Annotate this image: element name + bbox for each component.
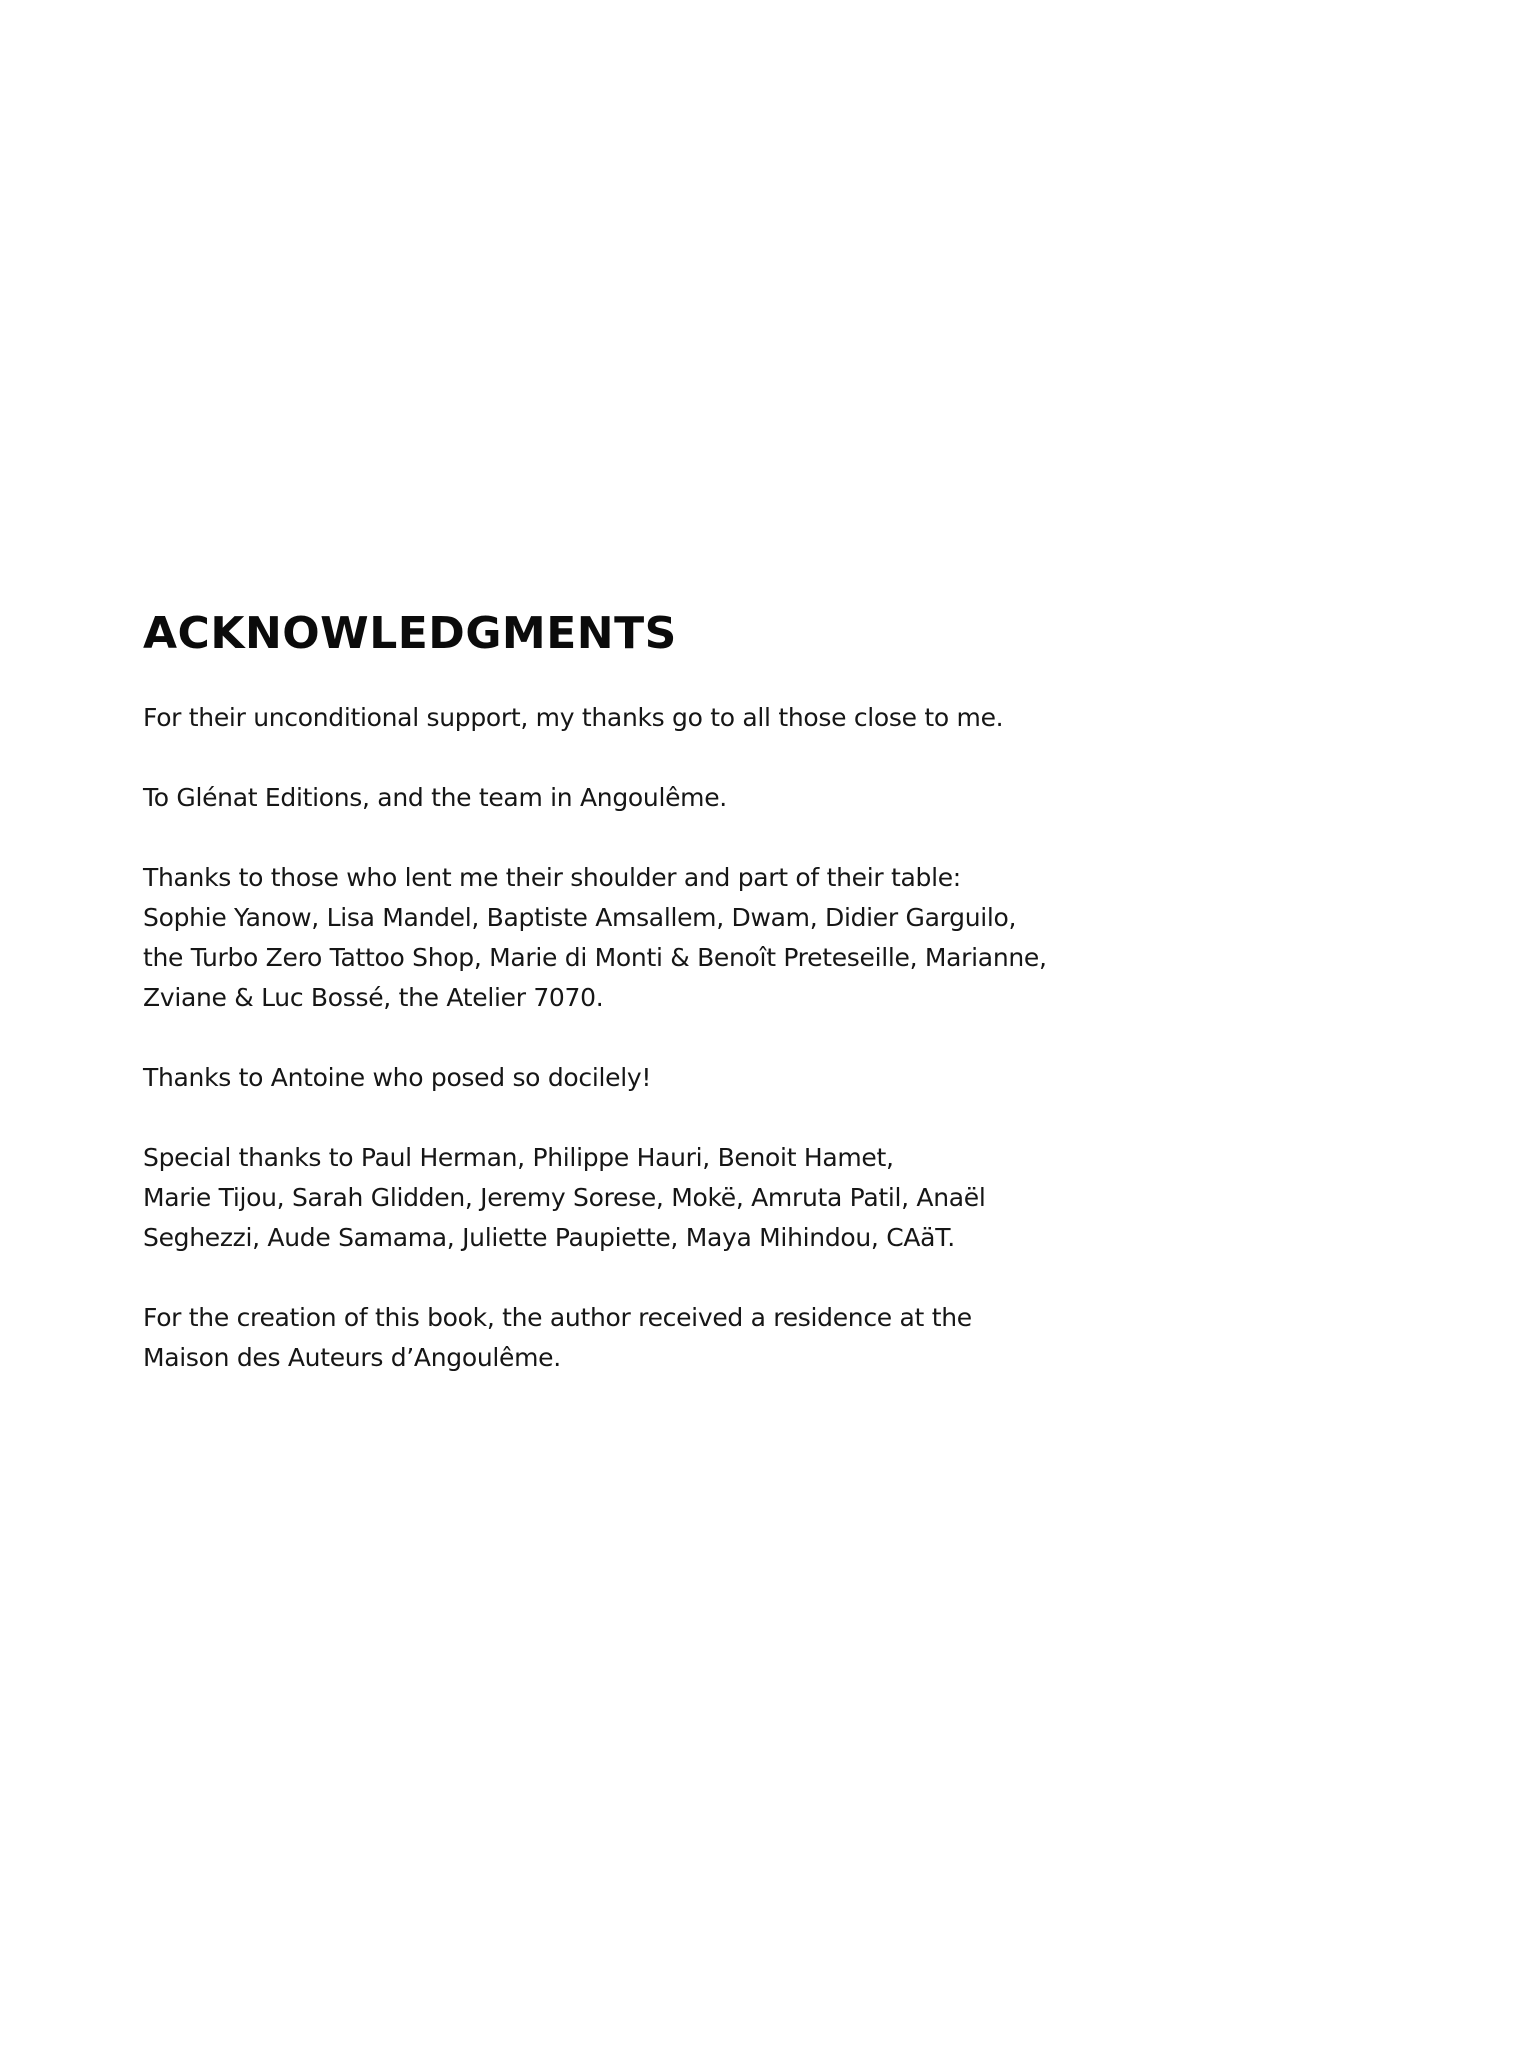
text-line: Thanks to Antoine who posed so docilely! <box>143 1063 652 1092</box>
paragraph-residence <box>143 1298 1143 1378</box>
text-line: Maison des Auteurs d’Angoulême. <box>143 1343 561 1372</box>
paragraph-shoulder-thanks <box>143 858 1143 1018</box>
text-line: For their unconditional support, my thanks go to all those close to me. <box>143 703 1004 732</box>
paragraph-special-thanks <box>143 1138 1143 1258</box>
paragraph-publisher <box>143 778 1143 818</box>
text-line: For the creation of this book, the author received a residence at the <box>143 1303 972 1332</box>
page-title: ACKNOWLEDGMENTS <box>143 608 677 659</box>
text-line: Special thanks to Paul Herman, Philippe Hauri, Benoit Hamet, <box>143 1143 894 1172</box>
paragraph-support <box>143 698 1143 738</box>
paragraph-antoine <box>143 1058 1143 1098</box>
text-line: Marie Tijou, Sarah Glidden, Jeremy Sorese, Mokë, Amruta Patil, Anaël <box>143 1183 986 1212</box>
text-line: Zviane & Luc Bossé, the Atelier 7070. <box>143 983 604 1012</box>
text-line: Thanks to those who lent me their shoulder and part of their table: <box>143 863 961 892</box>
text-line: To Glénat Editions, and the team in Angoulême. <box>143 783 727 812</box>
text-line: Seghezzi, Aude Samama, Juliette Paupiette, Maya Mihindou, CAäT. <box>143 1223 955 1252</box>
text-line: Sophie Yanow, Lisa Mandel, Baptiste Amsallem, Dwam, Didier Garguilo, <box>143 903 1017 932</box>
acknowledgments-section <box>143 608 1143 1378</box>
text-line: the Turbo Zero Tattoo Shop, Marie di Monti & Benoît Preteseille, Marianne, <box>143 943 1047 972</box>
